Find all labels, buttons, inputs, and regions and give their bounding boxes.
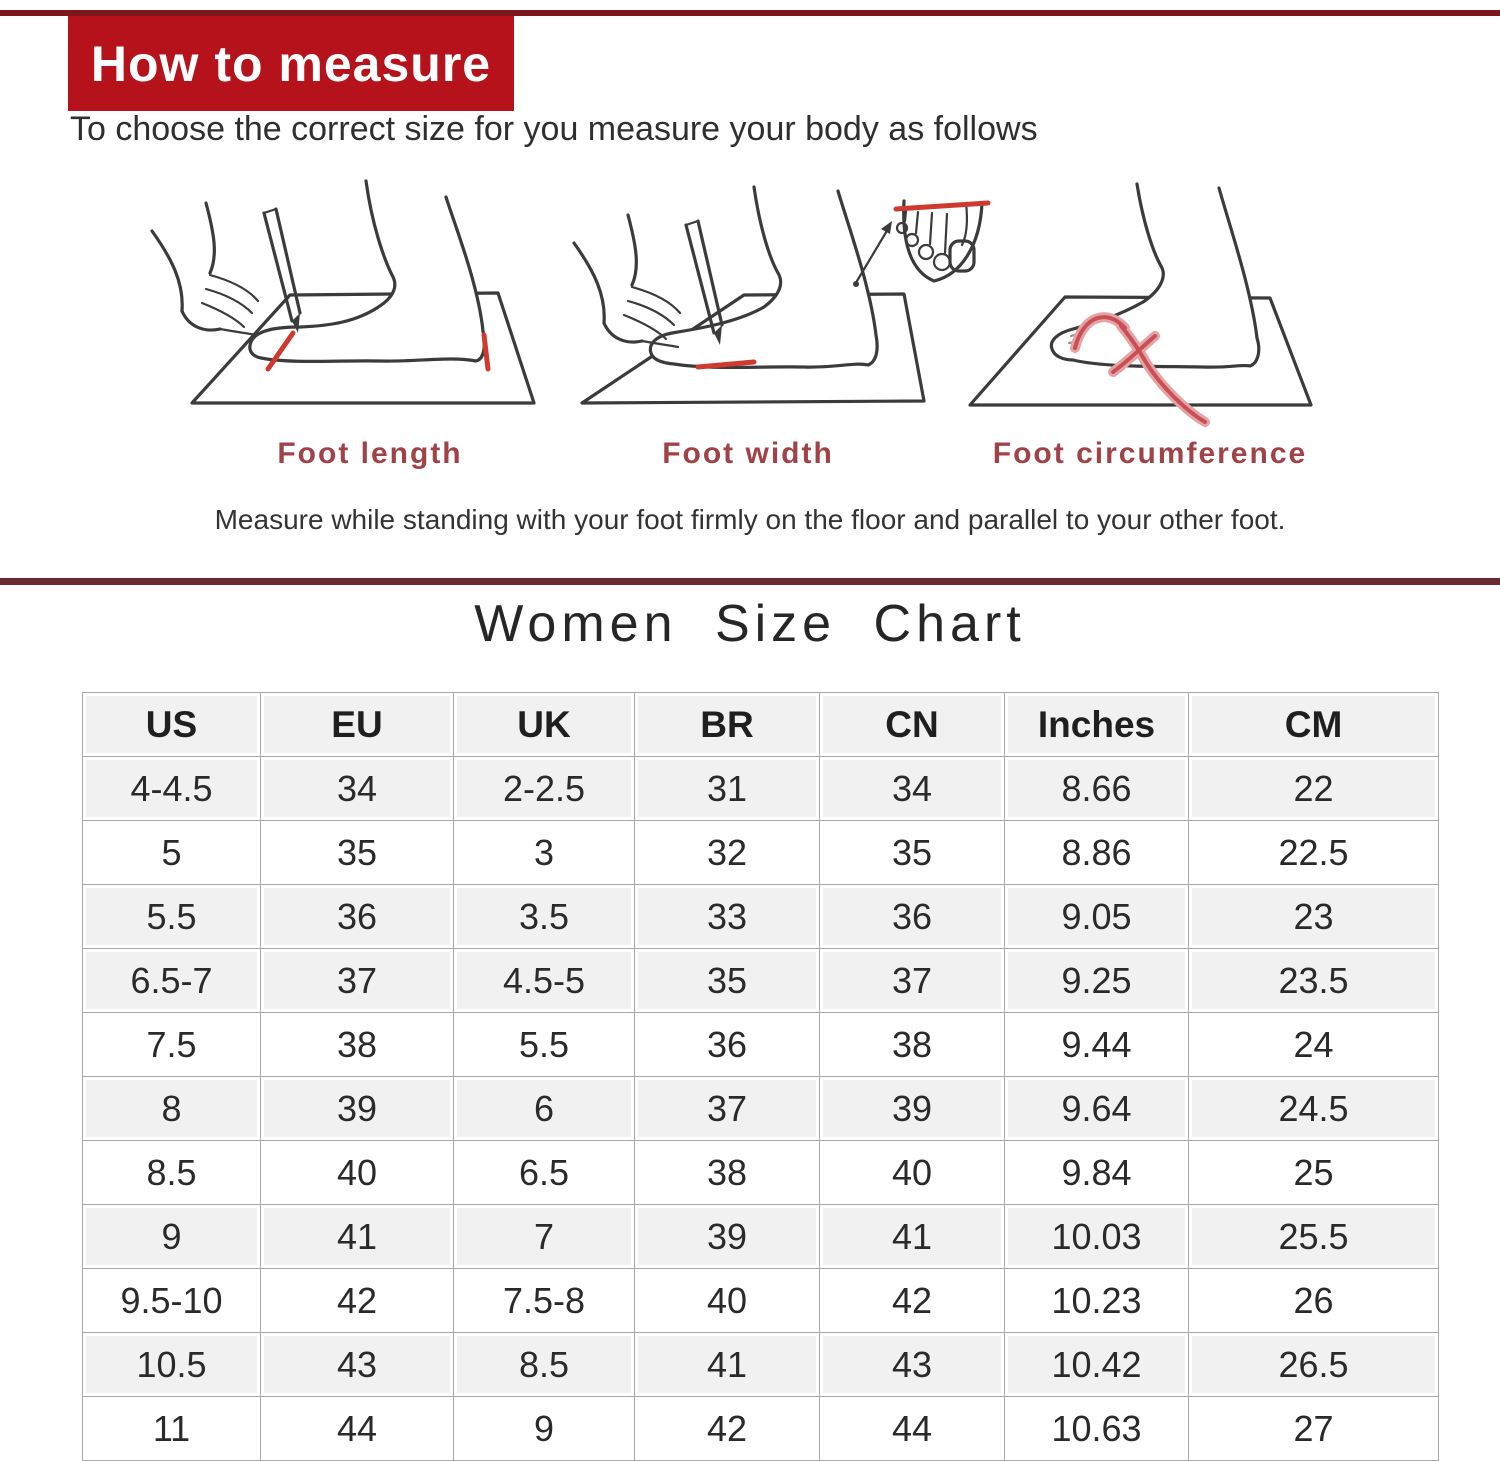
table-cell: 36 [820,885,1005,949]
table-row [83,1141,1439,1205]
table-cell: 40 [820,1141,1005,1205]
table-cell: 22.5 [1189,821,1439,885]
table-cell: 36 [635,1013,820,1077]
table-cell: 43 [261,1333,454,1397]
table-cell: 34 [820,757,1005,821]
table-cell: 43 [820,1333,1005,1397]
table-cell: 10.23 [1005,1269,1189,1333]
table-cell: 6 [454,1077,635,1141]
table-row [83,949,1439,1013]
table-cell: 35 [261,821,454,885]
table-cell: 36 [261,885,454,949]
table-cell: 8.86 [1005,821,1189,885]
foot-length-label: Foot length [277,437,463,470]
foot-length-illustration [140,163,600,443]
table-cell: 9 [454,1397,635,1461]
table-cell: 9.05 [1005,885,1189,949]
table-cell: 7 [454,1205,635,1269]
women-size-chart-table [82,692,1439,1461]
table-cell: 27 [1189,1397,1439,1461]
table-cell: 37 [635,1077,820,1141]
table-cell: 11 [83,1397,261,1461]
table-cell: 44 [261,1397,454,1461]
column-header-cn: CN [820,693,1005,757]
column-header-eu: EU [261,693,454,757]
table-cell: 8.66 [1005,757,1189,821]
table-cell: 31 [635,757,820,821]
table-cell: 9 [83,1205,261,1269]
table-cell: 24 [1189,1013,1439,1077]
table-cell: 23.5 [1189,949,1439,1013]
table-cell: 26.5 [1189,1333,1439,1397]
table-cell: 25.5 [1189,1205,1439,1269]
table-cell: 2-2.5 [454,757,635,821]
table-cell: 7.5-8 [454,1269,635,1333]
table-row [83,1397,1439,1461]
table-cell: 8.5 [454,1333,635,1397]
table-cell: 23 [1189,885,1439,949]
table-cell: 6.5-7 [83,949,261,1013]
table-cell: 39 [635,1205,820,1269]
table-cell: 10.03 [1005,1205,1189,1269]
how-to-measure-title: How to measure [90,35,492,92]
table-cell: 9.84 [1005,1141,1189,1205]
table-cell: 40 [635,1269,820,1333]
column-header-us: US [83,693,261,757]
table-row [83,1077,1439,1141]
table-cell: 4.5-5 [454,949,635,1013]
table-cell: 38 [820,1013,1005,1077]
table-cell: 35 [820,821,1005,885]
column-header-cm: CM [1189,693,1439,757]
table-cell: 9.44 [1005,1013,1189,1077]
table-cell: 3 [454,821,635,885]
standing-note: Measure while standing with your foot firmly on the floor and parallel to your other foot. [214,504,1286,535]
table-cell: 44 [820,1397,1005,1461]
table-row [83,1269,1439,1333]
size-chart-title: Women Size Chart [474,595,1026,653]
table-cell: 9.25 [1005,949,1189,1013]
table-cell: 10.63 [1005,1397,1189,1461]
table-cell: 42 [820,1269,1005,1333]
how-to-measure-banner [68,16,514,111]
table-cell: 37 [820,949,1005,1013]
table-cell: 41 [261,1205,454,1269]
table-cell: 41 [635,1333,820,1397]
table-row [83,1333,1439,1397]
table-cell: 25 [1189,1141,1439,1205]
header-row [83,693,1439,757]
table-cell: 5 [83,821,261,885]
table-header [83,693,1439,757]
table-cell: 38 [635,1141,820,1205]
table-body [83,757,1439,1461]
table-cell: 8 [83,1077,261,1141]
table-cell: 42 [635,1397,820,1461]
table-cell: 39 [261,1077,454,1141]
table-cell: 4-4.5 [83,757,261,821]
subtitle-text: To choose the correct size for you measure your body as follows [70,110,1038,148]
table-cell: 3.5 [454,885,635,949]
foot-circumference-illustration [945,158,1415,448]
table-cell: 9.64 [1005,1077,1189,1141]
table-row [83,1205,1439,1269]
table-cell: 22 [1189,757,1439,821]
table-cell: 34 [261,757,454,821]
table-cell: 8.5 [83,1141,261,1205]
table-cell: 33 [635,885,820,949]
section-divider [0,578,1500,585]
column-header-uk: UK [454,693,635,757]
table-cell: 42 [261,1269,454,1333]
table-cell: 35 [635,949,820,1013]
table-cell: 41 [820,1205,1005,1269]
table-cell: 24.5 [1189,1077,1439,1141]
table-row [83,757,1439,821]
table-row [83,821,1439,885]
table-cell: 5.5 [454,1013,635,1077]
table-cell: 37 [261,949,454,1013]
table-cell: 10.42 [1005,1333,1189,1397]
table-cell: 26 [1189,1269,1439,1333]
table-cell: 39 [820,1077,1005,1141]
table-cell: 10.5 [83,1333,261,1397]
table-cell: 38 [261,1013,454,1077]
table-cell: 7.5 [83,1013,261,1077]
foot-circumference-label: Foot circumference [992,437,1308,470]
table-row [83,885,1439,949]
table-row [83,1013,1439,1077]
table-cell: 9.5-10 [83,1269,261,1333]
column-header-br: BR [635,693,820,757]
foot-width-label: Foot width [662,437,834,470]
table-cell: 32 [635,821,820,885]
table-cell: 6.5 [454,1141,635,1205]
table-cell: 40 [261,1141,454,1205]
table-cell: 5.5 [83,885,261,949]
column-header-inches: Inches [1005,693,1189,757]
